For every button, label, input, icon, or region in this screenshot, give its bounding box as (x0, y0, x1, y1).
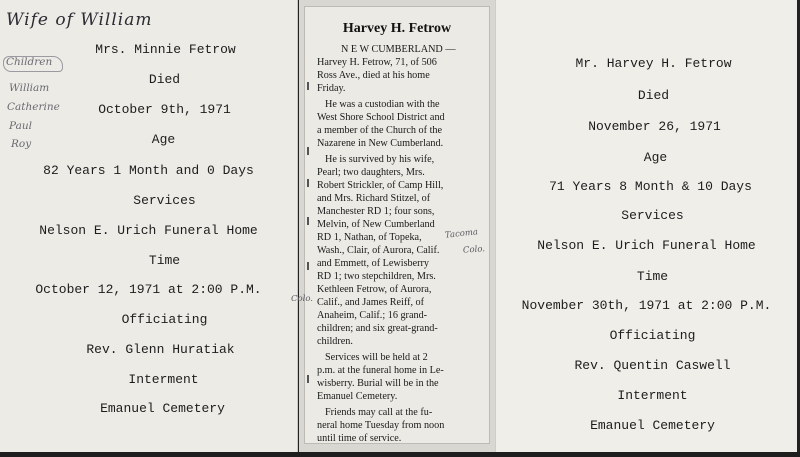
clipping-line: and Mrs. Richard Stitzel, of (317, 193, 431, 204)
clipping-line: He was a custodian with the (325, 99, 440, 110)
interment-label: Interment (128, 372, 199, 387)
clipping-line: Kethleen Fetrow, of Aurora, (317, 284, 432, 295)
clipping-line: Anaheim, Calif.; 16 grand- (317, 310, 428, 321)
minnie-fetrow-card (0, 0, 298, 452)
child-name: William (9, 82, 50, 94)
clipping-line: a member of the Church of the (317, 125, 443, 136)
harvey-fetrow-card (495, 0, 797, 452)
margin-mark (307, 82, 309, 90)
clipping-line: He is survived by his wife, (325, 154, 435, 165)
died-label: Died (148, 72, 181, 87)
service-time: November 30th, 1971 at 2:00 P.M. (521, 298, 772, 313)
time-label: Time (636, 269, 669, 284)
margin-mark (307, 375, 309, 383)
clipping-line: Melvin, of New Cumberland (317, 219, 435, 230)
deceased-name: Mr. Harvey H. Fetrow (575, 56, 732, 71)
clipping-line: RD 1, Nathan, of Topeka, (317, 232, 422, 243)
child-name: Paul (9, 120, 32, 132)
officiant: Rev. Quentin Caswell (574, 358, 731, 373)
children-label: Children (6, 56, 53, 68)
age-value: 82 Years 1 Month and 0 Days (43, 163, 254, 178)
service-time: October 12, 1971 at 2:00 P.M. (35, 282, 262, 297)
clipping-line: Harvey H. Fetrow, 71, of 506 (317, 57, 437, 68)
clipping-paper (291, 6, 490, 444)
services-label: Services (621, 208, 684, 223)
clipping-line: West Shore School District and (317, 112, 445, 123)
clipping-line: Wash., Clair, of Aurora, Calif. (317, 245, 440, 256)
child-name: Roy (11, 138, 32, 150)
handwritten-correction: Colo. (291, 294, 314, 304)
officiating-label: Officiating (609, 328, 696, 343)
deceased-name: Mrs. Minnie Fetrow (95, 42, 236, 57)
margin-mark (307, 262, 309, 270)
obituary-clipping (291, 0, 495, 452)
clipping-line: Pearl; two daughters, Mrs. (317, 167, 425, 178)
clipping-line: children; and six great-grand- (317, 323, 438, 334)
scan-edge (0, 452, 800, 457)
cemetery: Emanuel Cemetery (100, 401, 225, 416)
clipping-line: neral home Tuesday from noon (317, 420, 445, 431)
officiant: Rev. Glenn Huratiak (86, 342, 235, 357)
clipping-line: Robert Strickler, of Camp Hill, (317, 180, 444, 191)
interment-label: Interment (617, 388, 688, 403)
age-label: Age (643, 150, 668, 165)
clipping-line: Friday. (317, 83, 346, 94)
time-label: Time (148, 253, 181, 268)
age-value: 71 Years 8 Month & 10 Days (549, 179, 752, 194)
clipping-line: Calif., and James Reiff, of (317, 297, 425, 308)
handwritten-correction: Tacoma (444, 227, 479, 241)
clipping-line: Nazarene in New Cumberland. (317, 138, 444, 149)
margin-mark (307, 147, 309, 155)
cemetery: Emanuel Cemetery (590, 418, 715, 433)
death-date: October 9th, 1971 (98, 102, 231, 117)
clipping-line: p.m. at the funeral home in Le- (317, 365, 444, 376)
services-label: Services (133, 193, 196, 208)
margin-mark (307, 217, 309, 225)
clipping-line: Emanuel Cemetery. (317, 391, 398, 402)
died-label: Died (637, 88, 670, 103)
clipping-line: Ross Ave., died at his home (317, 70, 430, 81)
funeral-home: Nelson E. Urich Funeral Home (537, 238, 756, 253)
margin-mark (307, 179, 309, 187)
officiating-label: Officiating (121, 312, 208, 327)
clipping-line: Manchester RD 1; four sons, (317, 206, 435, 217)
handwritten-correction: Colo. (462, 244, 486, 256)
handwritten-title: Wife of William (6, 10, 153, 30)
clipping-line: children. (317, 336, 353, 347)
clipping-line: Services will be held at 2 (325, 352, 428, 363)
clipping-headline: Harvey H. Fetrow (342, 21, 452, 36)
clipping-line: until time of service. (317, 433, 402, 444)
clipping-line: and Emmett, of Lewisberry (317, 258, 430, 269)
child-name: Catherine (7, 101, 60, 113)
clipping-line: RD 1; two stepchildren, Mrs. (317, 271, 436, 282)
clipping-line: wisberry. Burial will be in the (317, 378, 439, 389)
age-label: Age (151, 132, 176, 147)
death-date: November 26, 1971 (588, 119, 721, 134)
funeral-home: Nelson E. Urich Funeral Home (39, 223, 258, 238)
clipping-line: Friends may call at the fu- (325, 407, 433, 418)
clipping-line: N E W CUMBERLAND — (341, 44, 456, 55)
